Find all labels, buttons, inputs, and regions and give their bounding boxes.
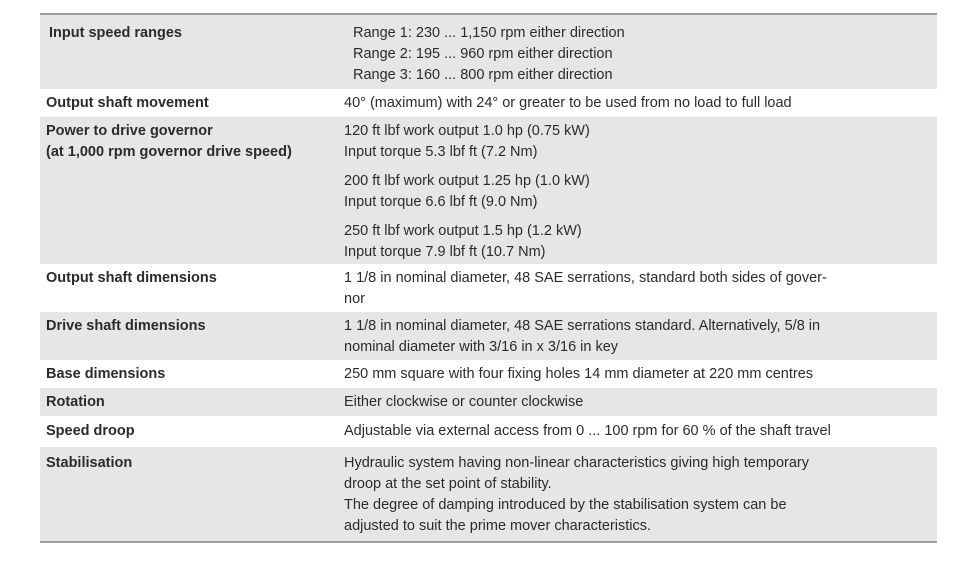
row-value-line: droop at the set point of stability. [344, 476, 552, 492]
row-value-line: nominal diameter with 3/16 in x 3/16 in key [344, 339, 619, 355]
table-row [40, 117, 937, 264]
row-label [40, 316, 344, 360]
row-value-line: 250 ft lbf work output 1.5 hp (1.2 kW) [344, 223, 582, 239]
table-row [40, 89, 937, 117]
row-value [344, 364, 937, 388]
row-value-line: Adjustable via external access from 0 ... 100 rpm for 60 % of the shaft travel [344, 423, 831, 439]
table-row [40, 416, 937, 447]
row-value-line: 40° (maximum) with 24° or greater to be used from no load to full load [344, 95, 792, 111]
row-value [344, 392, 937, 416]
spec-table [40, 13, 937, 543]
row-value-line: Input torque 6.6 lbf ft (9.0 Nm) [344, 194, 538, 210]
row-value [344, 23, 937, 89]
row-value-line: The degree of damping introduced by the stabilisation system can be [344, 497, 787, 513]
row-value [344, 121, 937, 264]
row-label-line: Output shaft dimensions [46, 270, 217, 286]
table-row [40, 312, 937, 360]
table-row [40, 447, 937, 541]
row-label-line: Base dimensions [46, 366, 166, 382]
row-label-line: Stabilisation [46, 455, 133, 471]
row-value [344, 93, 937, 117]
table-row [40, 360, 937, 388]
row-value [344, 316, 937, 360]
row-value [344, 268, 937, 312]
row-label [40, 23, 344, 89]
row-label [40, 268, 344, 312]
row-value-line: 200 ft lbf work output 1.25 hp (1.0 kW) [344, 173, 590, 189]
row-label [40, 453, 344, 541]
row-label-line: Drive shaft dimensions [46, 318, 206, 334]
row-value-line: Range 2: 195 ... 960 rpm either direction [353, 46, 613, 62]
row-value-line: Range 1: 230 ... 1,150 rpm either direction [353, 25, 625, 41]
row-value-line: Range 3: 160 ... 800 rpm either direction [353, 67, 613, 83]
row-value [344, 453, 937, 541]
row-label [40, 364, 344, 388]
row-label-line: Rotation [46, 394, 105, 410]
row-label-line: Input speed ranges [49, 25, 182, 41]
row-value-line: 120 ft lbf work output 1.0 hp (0.75 kW) [344, 123, 590, 139]
table-row [40, 15, 937, 89]
row-label-line: Power to drive governor [46, 123, 213, 139]
row-value-line: adjusted to suit the prime mover characteristics. [344, 518, 652, 534]
row-label-line: (at 1,000 rpm governor drive speed) [46, 144, 292, 160]
row-value-line: 1 1/8 in nominal diameter, 48 SAE serrations standard. Alternatively, 5/8 in [344, 318, 821, 334]
row-value-line: Input torque 7.9 lbf ft (10.7 Nm) [344, 244, 546, 260]
row-value-line: 1 1/8 in nominal diameter, 48 SAE serrations, standard both sides of gover- [344, 270, 827, 286]
row-value-line: nor [344, 291, 365, 307]
row-value-line: Input torque 5.3 lbf ft (7.2 Nm) [344, 144, 538, 160]
row-value-line: Either clockwise or counter clockwise [344, 394, 584, 410]
table-row [40, 388, 937, 416]
table-row [40, 264, 937, 312]
row-label-line: Output shaft movement [46, 95, 209, 111]
row-label-line: Speed droop [46, 423, 135, 439]
row-label [40, 392, 344, 416]
row-label [40, 421, 344, 447]
row-value-line: 250 mm square with four fixing holes 14 mm diameter at 220 mm centres [344, 366, 814, 382]
row-value-line: Hydraulic system having non-linear characteristics giving high temporary [344, 455, 810, 471]
row-value [344, 421, 937, 447]
row-label [40, 121, 344, 264]
row-label [40, 93, 344, 117]
